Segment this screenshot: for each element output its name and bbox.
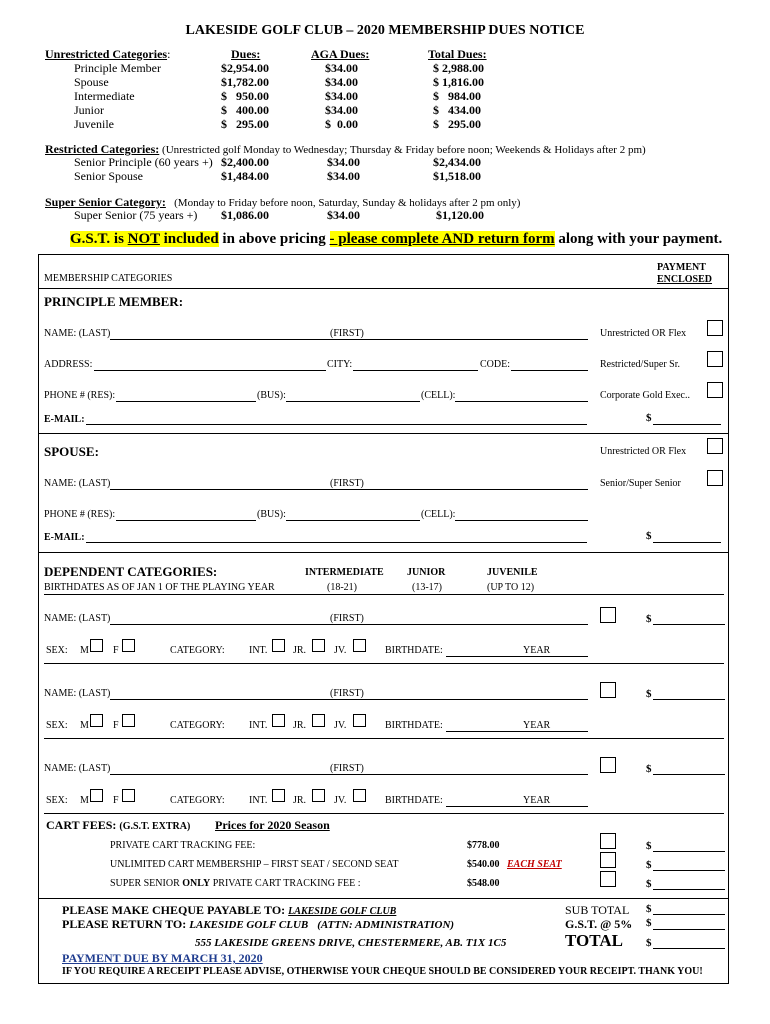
spouse-unrestricted-checkbox[interactable] (707, 438, 723, 454)
cart-row-extra: EACH SEAT (507, 859, 562, 870)
spouse-phone-res-label: PHONE # (RES): (44, 509, 116, 520)
birthdate-field[interactable] (446, 731, 588, 732)
dependent-name-first-label: (FIRST) (330, 763, 364, 774)
category-label: CATEGORY: (170, 795, 225, 806)
super-senior-total: $1,120.00 (436, 208, 484, 222)
dependent-name-first-label: (FIRST) (330, 688, 364, 699)
cart-row-dollar: $ (646, 859, 652, 871)
spouse-opt-senior: Senior/Super Senior (600, 478, 681, 489)
spouse-phone-cell-label: (CELL): (421, 509, 456, 520)
gst-notice: G.S.T. is NOT included in above pricing - please complete AND return form along with your payment. (70, 231, 723, 247)
jv-checkbox[interactable] (353, 789, 366, 802)
spouse-phone-res-field[interactable] (116, 520, 256, 521)
phone-bus-label: (BUS): (257, 390, 286, 401)
int-checkbox[interactable] (272, 639, 285, 652)
int-label: INT. (249, 720, 268, 731)
subtotal-dollar: $ (646, 903, 652, 915)
dependent-payment-field[interactable] (653, 699, 725, 700)
int-checkbox[interactable] (272, 789, 285, 802)
cart-row-label: UNLIMITED CART MEMBERSHIP – FIRST SEAT / SECOND SEAT (110, 859, 399, 870)
code-label: CODE: (480, 359, 510, 370)
principle-name-field[interactable] (110, 339, 588, 340)
birthdate-label: BIRTHDATE: (385, 720, 443, 731)
year-label: YEAR (523, 720, 551, 731)
gst-field[interactable] (653, 929, 725, 930)
cart-row-payment-field[interactable] (653, 889, 725, 890)
spouse-name-field[interactable] (110, 489, 588, 490)
super-senior-aga: $34.00 (327, 208, 360, 222)
spouse-dollar: $ (646, 530, 652, 542)
total-field[interactable] (653, 948, 725, 949)
principle-unrestricted-checkbox[interactable] (707, 320, 723, 336)
total-dollar: $ (646, 937, 652, 949)
unrestricted-row-total: $ 295.00 (433, 117, 481, 131)
dependent-checkbox[interactable] (600, 757, 616, 773)
unrestricted-row-name: Intermediate (74, 89, 135, 103)
return-line: PLEASE RETURN TO: LAKESIDE GOLF CLUB (ATTN: ADMINISTRATION) (62, 917, 455, 931)
unrestricted-row-dues: $2,954.00 (221, 61, 269, 75)
dependent-dollar: $ (646, 688, 652, 700)
jr-label: JR. (293, 645, 307, 656)
cart-row-price: $540.00 (467, 859, 500, 870)
phone-res-field[interactable] (116, 401, 256, 402)
city-label: CITY: (327, 359, 353, 370)
sex-m-checkbox[interactable] (90, 789, 103, 802)
cart-row-price: $778.00 (467, 840, 500, 851)
category-label: CATEGORY: (170, 720, 225, 731)
cart-row-label: PRIVATE CART TRACKING FEE: (110, 840, 256, 851)
restricted-row-name: Senior Spouse (74, 169, 143, 183)
unrestricted-row-name: Spouse (74, 75, 109, 89)
cart-row-checkbox[interactable] (600, 852, 616, 868)
principle-name-last-label: NAME: (LAST) (44, 328, 111, 339)
cart-heading: CART FEES: (G.S.T. EXTRA) (46, 818, 191, 832)
categories-header: MEMBERSHIP CATEGORIES (44, 273, 173, 284)
dependent-dollar: $ (646, 763, 652, 775)
spouse-name-last-label: NAME: (LAST) (44, 478, 111, 489)
range-juvenile: (UP TO 12) (487, 582, 535, 593)
unrestricted-row-dues: $ 295.00 (221, 117, 269, 131)
restricted-row-total: $2,434.00 (433, 155, 481, 169)
restricted-heading: Restricted Categories: (Unrestricted golf Monday to Wednesday; Thursday & Friday before noon; Weekends & Holidays after 2 pm) (45, 142, 646, 156)
jr-checkbox[interactable] (312, 714, 325, 727)
dependent-name-last-label: NAME: (LAST) (44, 688, 111, 699)
principle-name-first-label: (FIRST) (330, 328, 364, 339)
restricted-row-name: Senior Principle (60 years +) (74, 155, 213, 169)
gst-label: G.S.T. @ 5% (565, 917, 633, 931)
phone-cell-label: (CELL): (421, 390, 456, 401)
unrestricted-row-total: $ 984.00 (433, 89, 481, 103)
dependent-name-field[interactable] (110, 624, 588, 625)
spouse-payment-field[interactable] (653, 542, 721, 543)
cart-row-payment-field[interactable] (653, 851, 725, 852)
unrestricted-row-dues: $ 400.00 (221, 103, 269, 117)
dependent-dollar: $ (646, 613, 652, 625)
jv-checkbox[interactable] (353, 714, 366, 727)
restricted-row-aga: $34.00 (327, 155, 360, 169)
total-col-header: Total Dues: (428, 47, 487, 61)
unrestricted-row-name: Juvenile (74, 117, 114, 131)
dependent-checkbox[interactable] (600, 607, 616, 623)
cart-row-label: SUPER SENIOR ONLY PRIVATE CART TRACKING FEE : (110, 878, 361, 889)
birthdates-note: BIRTHDATES AS OF JAN 1 OF THE PLAYING YEAR (44, 582, 275, 593)
sex-f-checkbox[interactable] (122, 789, 135, 802)
unrestricted-row-aga: $34.00 (325, 89, 358, 103)
jr-label: JR. (293, 795, 307, 806)
aga-col-header: AGA Dues: (311, 47, 370, 61)
sex-m-label: M (80, 645, 89, 656)
email-label: E-MAIL: (44, 414, 85, 425)
city-field[interactable] (353, 370, 478, 371)
restricted-row-dues: $2,400.00 (221, 155, 269, 169)
spouse-phone-bus-label: (BUS): (257, 509, 286, 520)
sex-f-label: F (113, 645, 119, 656)
dependent-name-field[interactable] (110, 699, 588, 700)
restricted-row-aga: $34.00 (327, 169, 360, 183)
range-junior: (13-17) (412, 582, 442, 593)
address-line: 555 LAKESIDE GREENS DRIVE, CHESTERMERE, AB. T1X 1C5 (195, 937, 507, 949)
spouse-heading: SPOUSE: (44, 444, 99, 459)
cart-row-payment-field[interactable] (653, 870, 725, 871)
sex-label: SEX: (46, 795, 68, 806)
birthdate-field[interactable] (446, 806, 588, 807)
cart-prices-title: Prices for 2020 Season (215, 818, 330, 832)
super-senior-name: Super Senior (75 years +) (74, 208, 198, 222)
jr-checkbox[interactable] (312, 789, 325, 802)
principle-corporate-checkbox[interactable] (707, 382, 723, 398)
address-field[interactable] (94, 370, 326, 371)
payment-header: PAYMENT (657, 262, 706, 273)
sex-m-checkbox[interactable] (90, 714, 103, 727)
sex-m-label: M (80, 720, 89, 731)
opt-corporate: Corporate Gold Exec.. (600, 390, 690, 401)
opt-restricted: Restricted/Super Sr. (600, 359, 680, 370)
year-label: YEAR (523, 645, 551, 656)
address-label: ADDRESS: (44, 359, 93, 370)
sex-f-label: F (113, 795, 119, 806)
cart-row-checkbox[interactable] (600, 871, 616, 887)
range-intermediate: (18-21) (327, 582, 357, 593)
spouse-email-label: E-MAIL: (44, 532, 85, 543)
col-intermediate: INTERMEDIATE (305, 567, 384, 578)
total-label: TOTAL (565, 931, 623, 950)
super-senior-dues: $1,086.00 (221, 208, 269, 222)
int-label: INT. (249, 645, 268, 656)
phone-cell-field[interactable] (455, 401, 588, 402)
year-label: YEAR (523, 795, 551, 806)
jr-checkbox[interactable] (312, 639, 325, 652)
restricted-row-total: $1,518.00 (433, 169, 481, 183)
super-senior-heading: Super Senior Category: (Monday to Friday before noon, Saturday, Sunday & holidays after 2 pm only) (45, 195, 521, 209)
principle-restricted-checkbox[interactable] (707, 351, 723, 367)
unrestricted-row-aga: $ 0.00 (325, 117, 358, 131)
unrestricted-row-name: Junior (74, 103, 104, 117)
unrestricted-row-total: $ 2,988.00 (433, 61, 484, 75)
unrestricted-heading: Unrestricted Categories: (45, 47, 171, 61)
spouse-senior-checkbox[interactable] (707, 470, 723, 486)
jv-checkbox[interactable] (353, 639, 366, 652)
sex-m-checkbox[interactable] (90, 639, 103, 652)
sex-f-label: F (113, 720, 119, 731)
principle-heading: PRINCIPLE MEMBER: (44, 294, 184, 309)
phone-res-label: PHONE # (RES): (44, 390, 116, 401)
int-checkbox[interactable] (272, 714, 285, 727)
int-label: INT. (249, 795, 268, 806)
cart-row-dollar: $ (646, 878, 652, 890)
receipt-note: IF YOU REQUIRE A RECEIPT PLEASE ADVISE, OTHERWISE YOUR CHEQUE SHOULD BE CONSIDERED YOUR RECEIPT. THANK YOU! (62, 966, 703, 977)
gst-dollar: $ (646, 917, 652, 929)
principle-dollar: $ (646, 412, 652, 424)
jv-label: JV. (334, 795, 347, 806)
jv-label: JV. (334, 720, 347, 731)
dependent-name-field[interactable] (110, 774, 588, 775)
unrestricted-row-total: $ 1,816.00 (433, 75, 484, 89)
subtotal-field[interactable] (653, 914, 725, 915)
jr-label: JR. (293, 720, 307, 731)
dependent-name-last-label: NAME: (LAST) (44, 613, 111, 624)
dues-col-header: Dues: (231, 47, 261, 61)
spouse-name-first-label: (FIRST) (330, 478, 364, 489)
spouse-phone-bus-field[interactable] (286, 520, 420, 521)
restricted-row-dues: $1,484.00 (221, 169, 269, 183)
dependent-heading: DEPENDENT CATEGORIES: (44, 564, 218, 579)
cheque-line: PLEASE MAKE CHEQUE PAYABLE TO: LAKESIDE GOLF CLUB (62, 903, 397, 917)
page-title: LAKESIDE GOLF CLUB – 2020 MEMBERSHIP DUES NOTICE (185, 23, 585, 38)
unrestricted-row-aga: $34.00 (325, 75, 358, 89)
unrestricted-row-name: Principle Member (74, 61, 161, 75)
enclosed-header: ENCLOSED (657, 274, 713, 285)
opt-unrestricted-flex: Unrestricted OR Flex (600, 328, 687, 339)
dependent-payment-field[interactable] (653, 624, 725, 625)
birthdate-label: BIRTHDATE: (385, 645, 443, 656)
sex-f-checkbox[interactable] (122, 639, 135, 652)
sex-f-checkbox[interactable] (122, 714, 135, 727)
cart-row-dollar: $ (646, 840, 652, 852)
col-junior: JUNIOR (407, 567, 446, 578)
payment-due: PAYMENT DUE BY MARCH 31, 2020 (62, 951, 263, 965)
sex-label: SEX: (46, 720, 68, 731)
unrestricted-row-aga: $34.00 (325, 61, 358, 75)
spouse-email-field[interactable] (86, 542, 587, 543)
dependent-payment-field[interactable] (653, 774, 725, 775)
phone-bus-field[interactable] (286, 401, 420, 402)
unrestricted-row-dues: $1,782.00 (221, 75, 269, 89)
unrestricted-row-aga: $34.00 (325, 103, 358, 117)
category-label: CATEGORY: (170, 645, 225, 656)
code-field[interactable] (511, 370, 588, 371)
unrestricted-row-total: $ 434.00 (433, 103, 481, 117)
dependent-checkbox[interactable] (600, 682, 616, 698)
dependent-name-first-label: (FIRST) (330, 613, 364, 624)
sex-label: SEX: (46, 645, 68, 656)
sex-m-label: M (80, 795, 89, 806)
jv-label: JV. (334, 645, 347, 656)
unrestricted-row-dues: $ 950.00 (221, 89, 269, 103)
col-juvenile: JUVENILE (487, 567, 538, 578)
spouse-phone-cell-field[interactable] (455, 520, 588, 521)
dependent-name-last-label: NAME: (LAST) (44, 763, 111, 774)
principle-payment-field[interactable] (653, 424, 721, 425)
email-field[interactable] (86, 424, 587, 425)
spouse-opt-unrestricted: Unrestricted OR Flex (600, 446, 687, 457)
cart-row-checkbox[interactable] (600, 833, 616, 849)
subtotal-label: SUB TOTAL (565, 903, 630, 917)
cart-row-price: $548.00 (467, 878, 500, 889)
birthdate-label: BIRTHDATE: (385, 795, 443, 806)
birthdate-field[interactable] (446, 656, 588, 657)
